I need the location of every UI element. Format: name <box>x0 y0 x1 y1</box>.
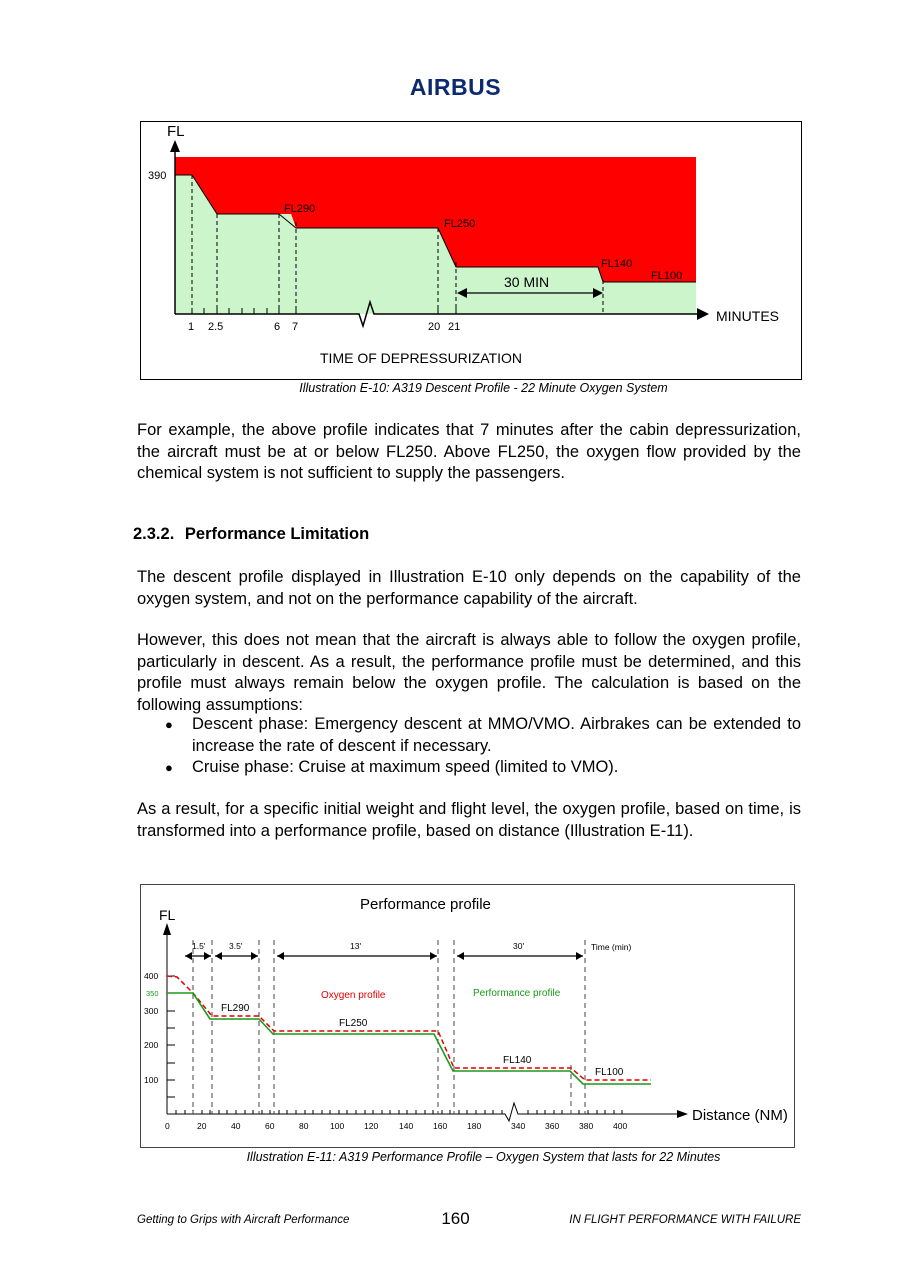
x-tick-120: 120 <box>364 1121 379 1131</box>
paragraph-however: However, this does not mean that the aircraft is always able to follow the oxygen profile, particularly in descent. As a result, the performance profile must be determined, and this profile must always remain below the oxygen profile. The calculation is based on the following assumptions: <box>137 631 801 714</box>
x-tick-360: 360 <box>545 1121 560 1131</box>
x-axis <box>167 1103 677 1121</box>
y-axis-label: FL <box>167 123 185 140</box>
performance-profile-legend: Performance profile <box>473 988 561 999</box>
footer-left: Getting to Grips with Aircraft Performance <box>137 1214 350 1226</box>
section-heading <box>133 525 375 544</box>
interval-3.5: 3.5' <box>229 941 243 951</box>
paragraph-example: For example, the above profile indicates that 7 minutes after the cabin depressurization, the aircraft must be at or below FL250. Above FL250, the oxygen flow provided by the chemical system is not sufficient to supply the passengers. <box>137 421 801 483</box>
time-guides <box>193 940 585 1114</box>
level-fl250: FL250 <box>444 218 476 230</box>
level-fl290: FL290 <box>284 203 316 215</box>
level-fl290: FL290 <box>221 1003 250 1014</box>
x-axis-title: TIME OF DEPRESSURIZATION <box>320 350 522 366</box>
level-fl250: FL250 <box>339 1018 368 1029</box>
figure2-caption: Illustration E-11: A319 Performance Profile – Oxygen System that lasts for 22 Minutes <box>246 1150 721 1164</box>
x-tick-21: 21 <box>448 321 461 333</box>
x-tick-340: 340 <box>511 1121 526 1131</box>
x-tick-7: 7 <box>292 321 299 333</box>
x-tick-60: 60 <box>265 1121 275 1131</box>
x-tick-100: 100 <box>330 1121 345 1131</box>
interval-30: 30' <box>513 941 525 951</box>
y-tick-200: 200 <box>144 1040 159 1050</box>
y-tick-300: 300 <box>144 1006 159 1016</box>
page-number: 160 <box>441 1209 470 1228</box>
x-tick-2.5: 2.5 <box>208 321 224 333</box>
oxygen-profile-legend: Oxygen profile <box>321 990 386 1001</box>
airbus-logo: AIRBUS <box>409 74 502 100</box>
performance-profile-diagram <box>141 885 794 1147</box>
x-tick-180: 180 <box>467 1121 482 1131</box>
y-tick-400: 400 <box>144 971 159 981</box>
x-tick-0: 0 <box>165 1121 170 1131</box>
footer-right: IN FLIGHT PERFORMANCE WITH FAILURE <box>569 1214 801 1226</box>
level-fl140: FL140 <box>503 1055 532 1066</box>
x-tick-380: 380 <box>579 1121 594 1131</box>
paragraph-result: As a result, for a specific initial weight and flight level, the oxygen profile, based on time, is transformed into a performance profile, based on distance (Illustration E-11). <box>137 800 801 840</box>
performance-profile-figure <box>140 884 795 1148</box>
level-fl100: FL100 <box>651 270 683 282</box>
descent-profile-figure <box>140 121 802 380</box>
oxygen-profile-line <box>167 976 651 1080</box>
x-tick-40: 40 <box>231 1121 241 1131</box>
y-tick-390: 390 <box>148 170 167 182</box>
y-axis-label: FL <box>159 907 176 923</box>
time-label: Time (min) <box>591 942 632 952</box>
y-tick-100: 100 <box>144 1075 159 1085</box>
chart-title: Performance profile <box>360 896 491 913</box>
y-axis-ticks <box>167 976 175 1097</box>
list-item: ● Descent phase: Emergency descent at MMO/VMO. Airbrakes can be extended to increase the rate of descent if necessary. <box>137 714 801 757</box>
duration-label: 30 MIN <box>504 274 550 290</box>
assumptions-list <box>137 714 801 779</box>
x-tick-400: 400 <box>613 1121 628 1131</box>
section-number: 2.3.2. <box>133 525 175 543</box>
x-tick-160: 160 <box>433 1121 448 1131</box>
x-tick-20: 20 <box>197 1121 207 1131</box>
paragraph-descent-profile: The descent profile displayed in Illustration E-10 only depends on the capability of the oxygen system, and not on the performance capability of the aircraft. <box>137 568 801 608</box>
interval-13: 13' <box>350 941 362 951</box>
section-title: Performance Limitation <box>184 525 370 543</box>
x-axis-label: MINUTES <box>716 308 779 324</box>
x-axis-arrow <box>697 308 709 320</box>
y-tick-350: 350 <box>146 989 159 998</box>
y-axis-arrow <box>163 923 171 935</box>
level-fl100: FL100 <box>595 1067 624 1078</box>
y-axis-arrow <box>170 140 180 152</box>
x-tick-1: 1 <box>188 321 195 333</box>
descent-profile-diagram <box>141 122 801 379</box>
x-tick-20: 20 <box>428 321 441 333</box>
figure1-caption: Illustration E-10: A319 Descent Profile - 22 Minute Oxygen System <box>299 381 668 395</box>
list-item: ● Cruise phase: Cruise at maximum speed (limited to VMO). <box>137 757 801 779</box>
x-axis-ticks <box>176 1110 622 1114</box>
x-tick-6: 6 <box>274 321 281 333</box>
x-tick-80: 80 <box>299 1121 309 1131</box>
x-axis-label: Distance (NM) <box>692 1107 788 1124</box>
level-fl140: FL140 <box>601 258 633 270</box>
interval-1.5: 1.5' <box>192 941 206 951</box>
x-axis-arrow <box>677 1110 688 1118</box>
x-tick-140: 140 <box>399 1121 414 1131</box>
